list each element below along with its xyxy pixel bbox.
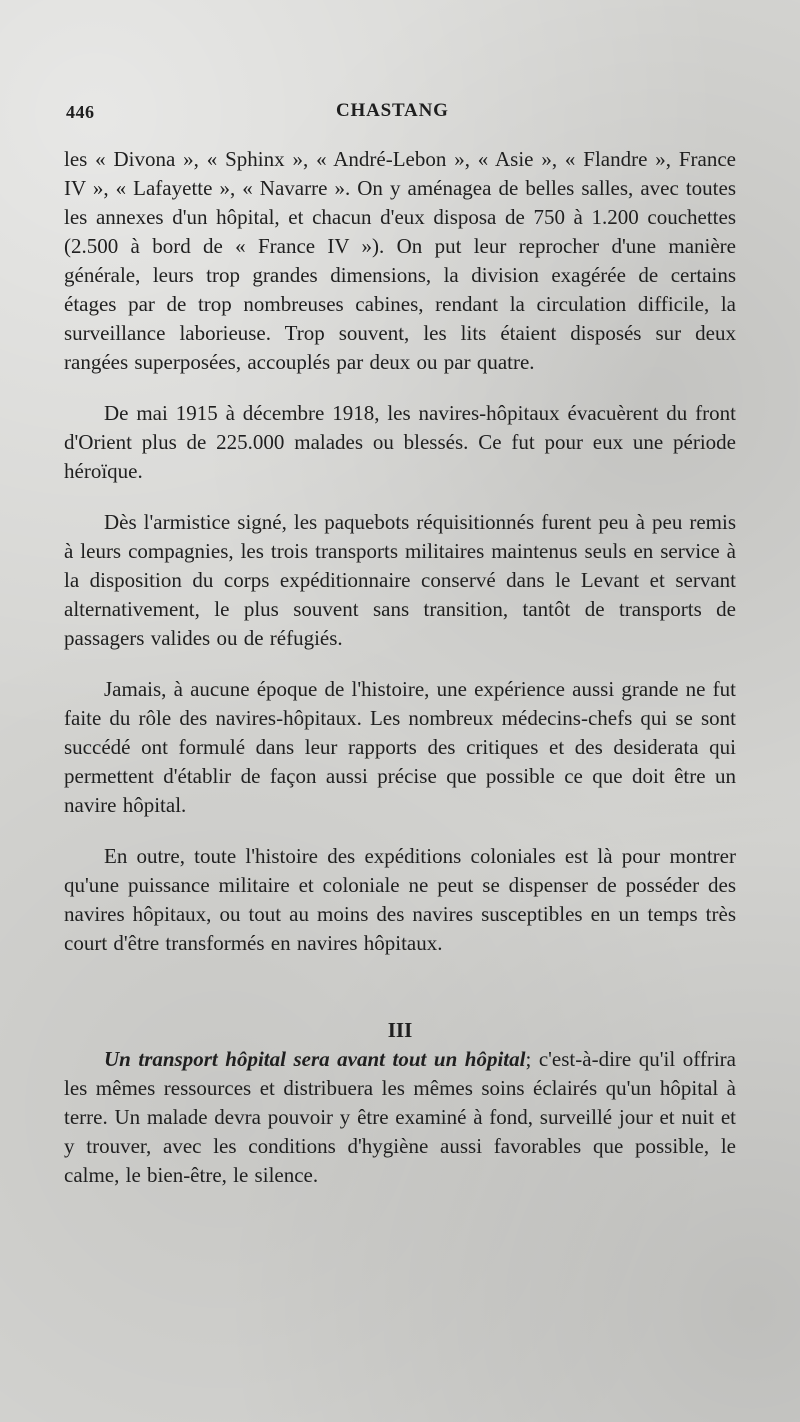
page-header: [66, 96, 728, 128]
paragraph-5: En outre, toute l'histoire des expéditions coloniales est là pour montrer qu'une puissance militaire et coloniale ne peut se dispenser de posséder des navires hôpitaux, ou tout au moins des navires susceptibles en un temps très court d'être transformés en navires hôpitaux.: [64, 844, 736, 955]
lead-italic-phrase: Un transport hôpital sera avant tout un hôpital: [104, 1047, 526, 1071]
paragraph-1: les « Divona », « Sphinx », « André-Lebon », « Asie », « Flandre », France IV », « Lafayette », « Navarre ». On y aménagea de belles salles, avec toutes les annexes d'un hôpital, et chacun d'eux disposa de 750 à 1.200 couchettes (2.500 à bord de « France IV »). On put leur reprocher d'une manière générale, leurs trop grandes dimensions, la division exagérée de certains étages par de trop nombreuses cabines, rendant la circulation difficile, la surveillance laborieuse. Trop souvent, les lits étaient disposés sur deux rangées superposées, accouplés par deux ou par quatre.: [64, 147, 736, 374]
paragraph-6: [64, 1045, 736, 1190]
section-heading: III: [387, 1018, 413, 1042]
paragraph-2: De mai 1915 à décembre 1918, les navires-hôpitaux évacuèrent du front d'Orient plus de 225.000 malades ou blessés. Ce fut pour eux une période héroïque.: [64, 401, 736, 483]
paragraph-3: Dès l'armistice signé, les paquebots réquisitionnés furent peu à peu remis à leurs compagnies, les trois transports militaires maintenus seuls en service à la disposition du corps expéditionnaire conservé dans le Levant et servant alternativement, le plus souvent sans transition, tantôt de transports de passagers valides ou de réfugiés.: [64, 510, 736, 650]
running-title: CHASTANG: [336, 100, 449, 121]
page-content: [64, 145, 736, 1190]
page-number: 446: [66, 102, 95, 122]
paragraph-6-text: ; c'est-à-dire qu'il offrira les mêmes ressources et distribuera les mêmes soins éclairés qu'un hôpital à terre. Un malade devra pouvoir y être examiné à fond, surveillé jour et nuit et y trouver, avec les conditions d'hygiène aussi favorables que possible, le calme, le bien-être, le silence.: [64, 1047, 736, 1187]
final-paragraph-container: [64, 1045, 736, 1190]
paragraph-4: Jamais, à aucune époque de l'histoire, une expérience aussi grande ne fut faite du rôle des navires-hôpitaux. Les nombreux médecins-chefs qui se sont succédé ont formulé dans leur rapports des critiques et des desiderata qui permettent d'établir de façon aussi précise que possible ce que doit être un navire hôpital.: [64, 677, 736, 817]
